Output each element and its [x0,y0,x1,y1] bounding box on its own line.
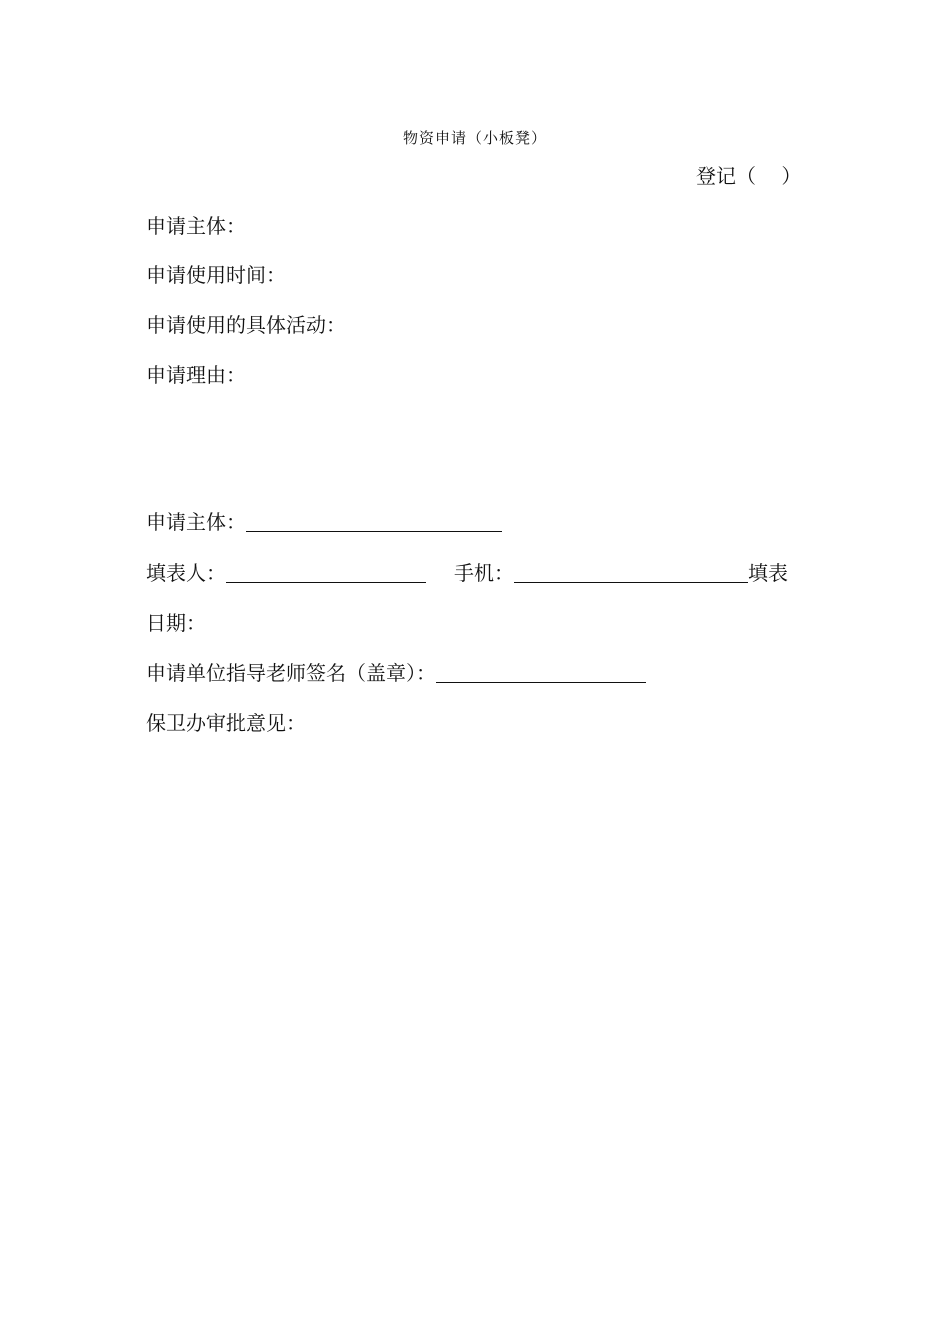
field-label: 申请单位指导老师签名（盖章）： [146,661,436,685]
field-filler-phone-row [146,560,788,586]
filler-blank-line[interactable] [226,560,426,583]
field-applicant-top [146,213,246,239]
field-label: 申请使用时间： [146,263,286,287]
phone-blank-line[interactable] [514,560,748,583]
field-fill-date [146,610,206,636]
field-use-time [146,262,286,288]
field-label: 日期： [146,611,206,635]
field-label: 保卫办审批意见： [146,711,306,735]
applicant-blank-line[interactable] [246,509,502,532]
field-label: 手机： [454,561,514,585]
register-label: 登记（ ） [696,164,802,188]
field-security-opinion [146,710,306,736]
field-label: 申请主体： [146,214,246,238]
field-advisor-signature [146,660,646,686]
field-applicant-bottom [146,509,502,535]
field-label: 申请理由： [146,363,246,387]
field-label: 填表 [748,561,788,585]
field-reason [146,362,246,388]
field-label: 申请主体： [146,510,246,534]
field-label: 申请使用的具体活动： [146,313,346,337]
field-activity [146,312,346,338]
field-label: 填表人： [146,561,226,585]
document-title: 物资申请（小板凳） [402,129,547,147]
signature-blank-line[interactable] [436,660,646,683]
